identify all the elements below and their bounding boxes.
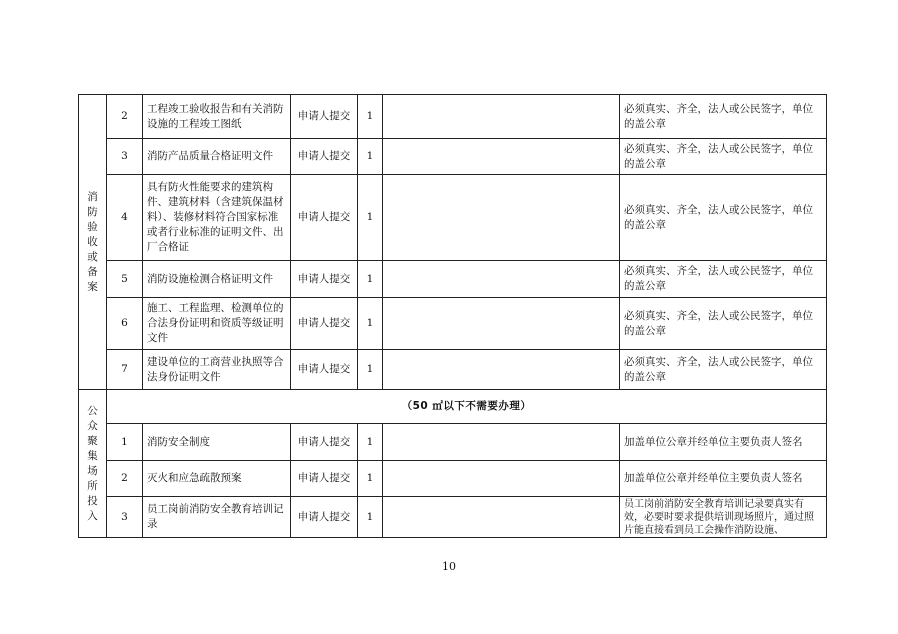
copies: 1 xyxy=(358,95,383,139)
form-cell xyxy=(383,175,620,261)
materials-table xyxy=(78,94,827,538)
requirement-note: 必须真实、齐全，法人或公民签字，单位的盖公章 xyxy=(620,350,827,390)
requirement-note: 员工岗前消防安全教育培训记录要真实有效，必要时要求提供培训现场照片，通过照片能直接看到员工会操作消防设施、 xyxy=(620,497,827,538)
requirement-note: 必须真实、齐全，法人或公民签字，单位的盖公章 xyxy=(620,261,827,298)
material-name: 消防设施检测合格证明文件 xyxy=(143,261,291,298)
copies: 1 xyxy=(358,298,383,350)
exemption-banner: （50 ㎡以下不需要办理） xyxy=(107,390,827,424)
table-row xyxy=(79,95,827,139)
section-label-public-venue: 公 众 聚 集 场 所 投 入 xyxy=(79,390,107,538)
submitter: 申请人提交 xyxy=(291,175,358,261)
submitter: 申请人提交 xyxy=(291,139,358,175)
form-cell xyxy=(383,139,620,175)
form-cell xyxy=(383,95,620,139)
form-cell xyxy=(383,424,620,461)
row-number: 1 xyxy=(107,424,143,461)
submitter: 申请人提交 xyxy=(291,424,358,461)
material-name: 员工岗前消防安全教育培训记录 xyxy=(143,497,291,538)
copies: 1 xyxy=(358,350,383,390)
form-cell xyxy=(383,261,620,298)
requirement-note: 加盖单位公章并经单位主要负责人签名 xyxy=(620,461,827,497)
form-cell xyxy=(383,497,620,538)
requirement-note: 必须真实、齐全，法人或公民签字，单位的盖公章 xyxy=(620,175,827,261)
row-number: 5 xyxy=(107,261,143,298)
submitter: 申请人提交 xyxy=(291,461,358,497)
row-number: 7 xyxy=(107,350,143,390)
row-number: 2 xyxy=(107,461,143,497)
table-row xyxy=(79,497,827,538)
material-name: 工程竣工验收报告和有关消防设施的工程竣工图纸 xyxy=(143,95,291,139)
material-name: 消防产品质量合格证明文件 xyxy=(143,139,291,175)
table-row xyxy=(79,350,827,390)
submitter: 申请人提交 xyxy=(291,497,358,538)
copies: 1 xyxy=(358,139,383,175)
table-row xyxy=(79,461,827,497)
table-row xyxy=(79,298,827,350)
submitter: 申请人提交 xyxy=(291,350,358,390)
row-number: 2 xyxy=(107,95,143,139)
requirement-note: 必须真实、齐全，法人或公民签字，单位的盖公章 xyxy=(620,139,827,175)
section-label-acceptance: 消防 验收 或备 案 xyxy=(79,95,107,390)
copies: 1 xyxy=(358,461,383,497)
requirement-note: 必须真实、齐全，法人或公民签字，单位的盖公章 xyxy=(620,298,827,350)
page-number: 10 xyxy=(442,560,456,573)
submitter: 申请人提交 xyxy=(291,261,358,298)
row-number: 6 xyxy=(107,298,143,350)
copies: 1 xyxy=(358,497,383,538)
table-row xyxy=(79,139,827,175)
row-number: 3 xyxy=(107,497,143,538)
submitter: 申请人提交 xyxy=(291,298,358,350)
material-name: 建设单位的工商营业执照等合法身份证明文件 xyxy=(143,350,291,390)
copies: 1 xyxy=(358,261,383,298)
copies: 1 xyxy=(358,424,383,461)
table-row xyxy=(79,390,827,424)
form-cell xyxy=(383,298,620,350)
requirement-note: 加盖单位公章并经单位主要负责人签名 xyxy=(620,424,827,461)
material-name: 消防安全制度 xyxy=(143,424,291,461)
material-name: 施工、工程监理、检测单位的合法身份证明和资质等级证明文件 xyxy=(143,298,291,350)
form-cell xyxy=(383,350,620,390)
material-name: 具有防火性能要求的建筑构件、建筑材料（含建筑保温材料）、装修材料符合国家标准或者行业标准的证明文件、出厂合格证 xyxy=(143,175,291,261)
table-row xyxy=(79,424,827,461)
row-number: 3 xyxy=(107,139,143,175)
table-row xyxy=(79,175,827,261)
copies: 1 xyxy=(358,175,383,261)
row-number: 4 xyxy=(107,175,143,261)
form-cell xyxy=(383,461,620,497)
material-name: 灭火和应急疏散预案 xyxy=(143,461,291,497)
table-row xyxy=(79,261,827,298)
submitter: 申请人提交 xyxy=(291,95,358,139)
requirement-note: 必须真实、齐全，法人或公民签字，单位的盖公章 xyxy=(620,95,827,139)
